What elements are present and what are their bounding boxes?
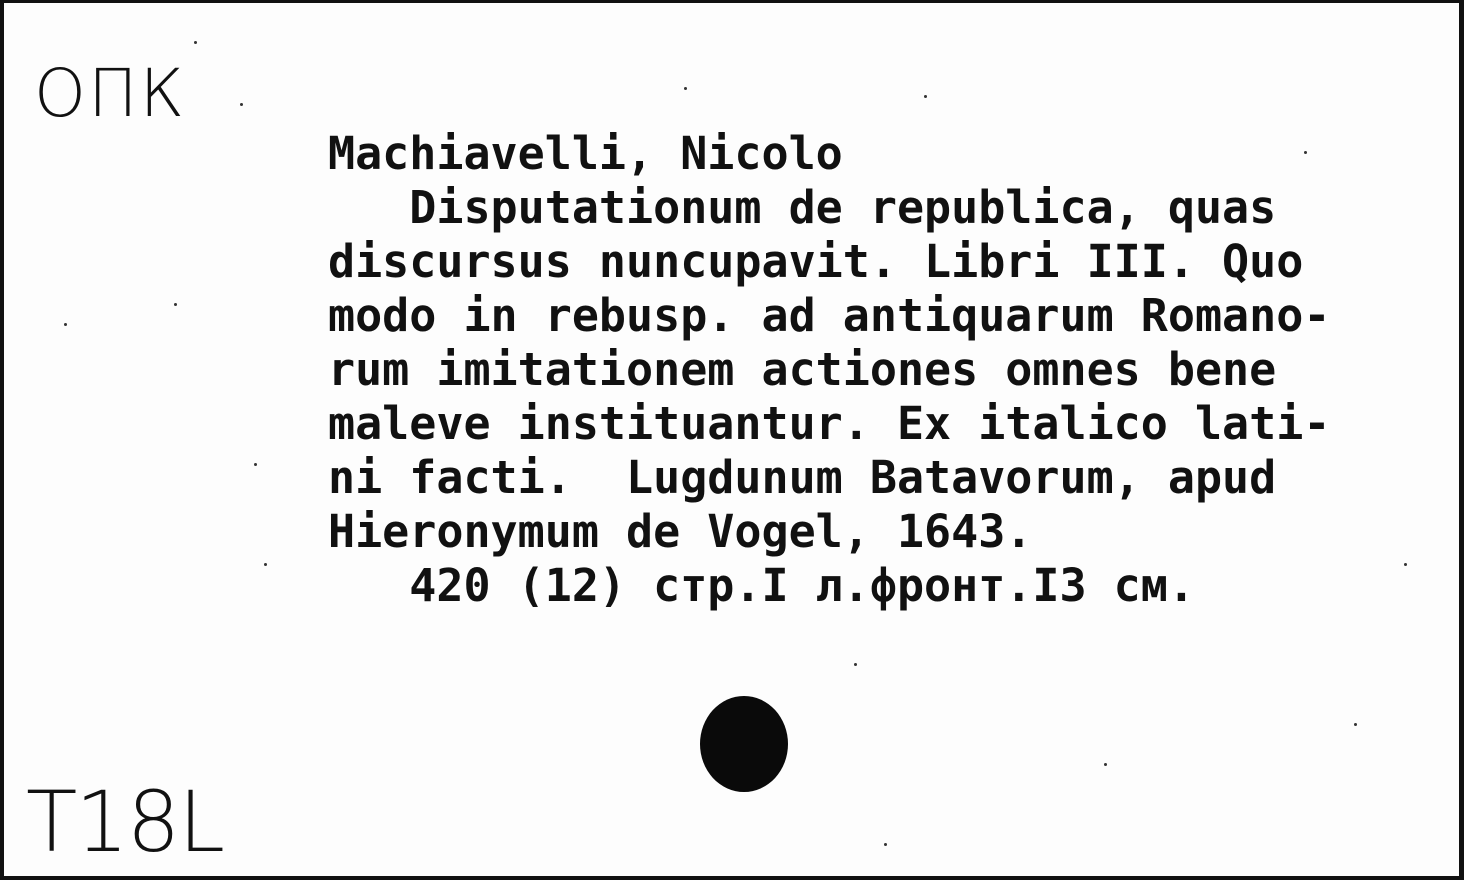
- scan-speck: [240, 103, 243, 106]
- scan-speck: [884, 843, 887, 846]
- shelfmark-bottom: T18L: [26, 773, 223, 871]
- record-line: modo in rebusp. ad antiquarum Romano-: [328, 289, 1331, 342]
- scan-speck: [194, 41, 197, 44]
- record-line: ni facti. Lugdunum Batavorum, apud: [328, 451, 1277, 504]
- author-line: Machiavelli, Nicolo: [328, 127, 843, 180]
- scan-speck: [264, 563, 267, 566]
- scan-speck: [854, 663, 857, 666]
- scan-speck: [174, 303, 177, 306]
- scan-speck: [1354, 723, 1357, 726]
- record-line: Hieronymum de Vogel, 1643.: [328, 505, 1033, 558]
- bibliographic-record: [328, 127, 1458, 613]
- record-line: Disputationum de republica, quas: [328, 181, 1277, 234]
- collation-line: 420 (12) стр.I л.фронт.I3 см.: [328, 559, 1195, 612]
- punch-hole: [700, 696, 788, 792]
- scan-speck: [64, 323, 67, 326]
- shelfmark-top: ОПК: [34, 55, 187, 132]
- record-line: maleve instituantur. Ex italico lati-: [328, 397, 1331, 450]
- scan-speck: [924, 95, 927, 98]
- record-line: rum imitationem actiones omnes bene: [328, 343, 1277, 396]
- scan-speck: [254, 463, 257, 466]
- scan-speck: [1304, 151, 1307, 154]
- scan-speck: [684, 87, 687, 90]
- record-line: discursus nuncupavit. Libri III. Quo: [328, 235, 1304, 288]
- scan-speck: [1104, 763, 1107, 766]
- scan-speck: [1404, 563, 1407, 566]
